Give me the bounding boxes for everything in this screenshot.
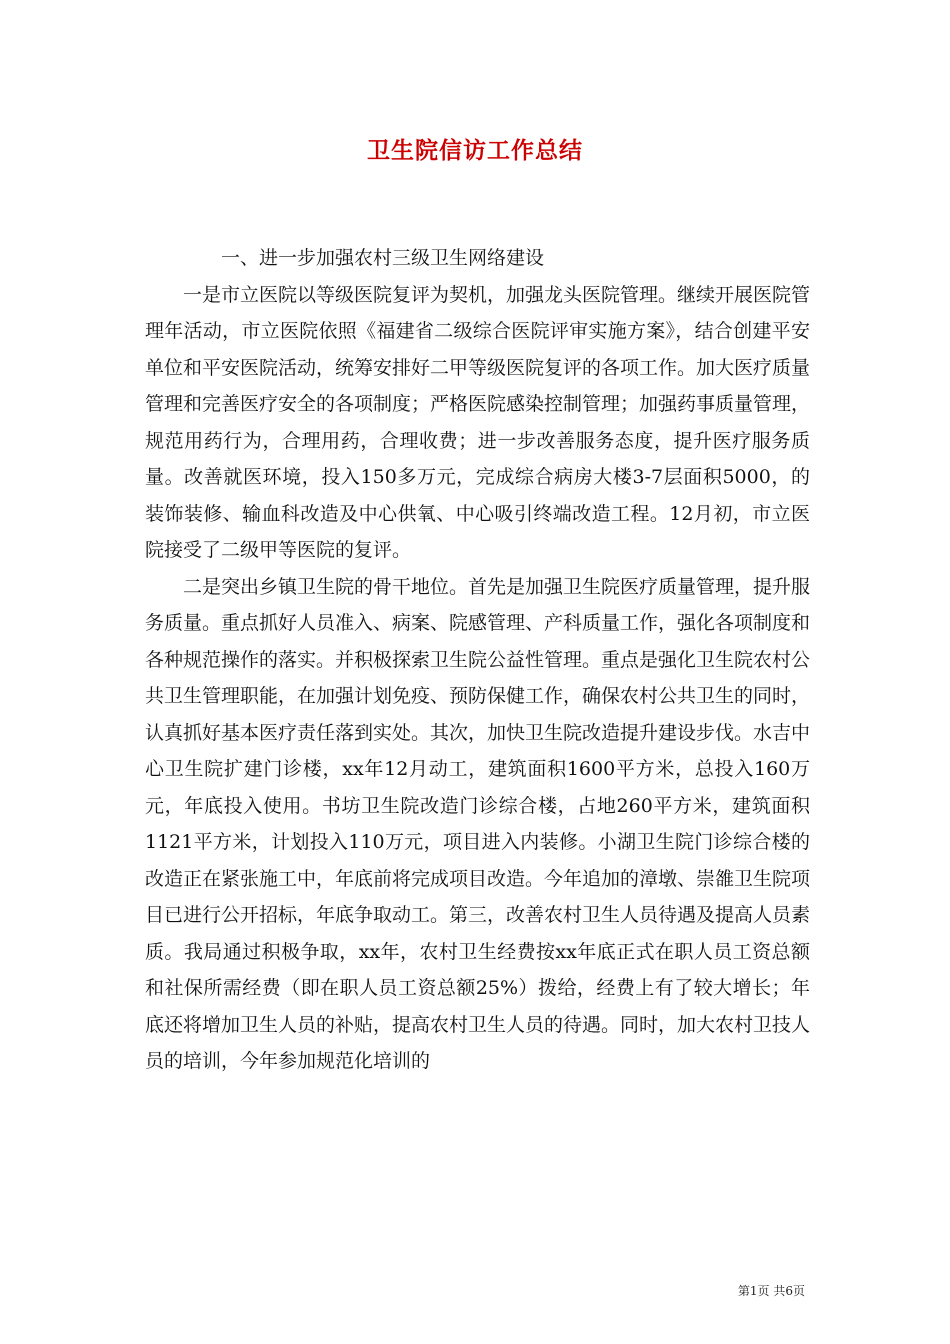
paragraph-2: 二是突出乡镇卫生院的骨干地位。首先是加强卫生院医疗质量管理，提升服务质量。重点抓好人员准入、病案、院感管理、产科质量工作，强化各项制度和各种规范操作的落实。并积极探索卫生院公益性管理。重点是强化卫生院农村公共卫生管理职能，在加强计划免疫、预防保健工作，确保农村公共卫生的同时，认真抓好基本医疗责任落到实处。其次，加快卫生院改造提升建设步伐。水吉中心卫生院扩建门诊楼，xx年12月动工，建筑面积1600平方米，总投入160万元，年底投入使用。书坊卫生院改造门诊综合楼，占地260平方米，建筑面积1121平方米，计划投入110万元，项目进入内装修。小湖卫生院门诊综合楼的改造正在紧张施工中，年底前将完成项目改造。今年追加的漳墩、崇雒卫生院项目已进行公开招标，年底争取动工。第三，改善农村卫生人员待遇及提高人员素质。我局通过积极争取，xx年，农村卫生经费按xx年底正式在职人员工资总额和社保所需经费（即在职人员工资总额25%）拨给，经费上有了较大增长；年底还将增加卫生人员的补贴，提高农村卫生人员的待遇。同时，加大农村卫技人员的培训，今年参加规范化培训的 <box>145 575 811 1072</box>
document-title: 卫生院信访工作总结 <box>367 137 583 164</box>
section-heading: 一、进一步加强农村三级卫生网络建设 <box>221 247 545 269</box>
paragraph-1: 一是市立医院以等级医院复评为契机，加强龙头医院管理。继续开展医院管理年活动，市立医院依照《福建省二级综合医院评审实施方案》，结合创建平安单位和平安医院活动，统筹安排好二甲等级医院复评的各项工作。加大医疗质量管理和完善医疗安全的各项制度；严格医院感染控制管理；加强药事质量管理，规范用药行为，合理用药，合理收费；进一步改善服务态度，提升医疗服务质量。改善就医环境，投入150多万元，完成综合病房大楼3-7层面积5000，的装饰装修、输血科改造及中心供氧、中心吸引终端改造工程。12月初，市立医院接受了二级甲等医院的复评。 <box>145 283 811 561</box>
page-number: 第1页 共6页 <box>737 1284 805 1298</box>
document-body <box>145 240 810 1080</box>
